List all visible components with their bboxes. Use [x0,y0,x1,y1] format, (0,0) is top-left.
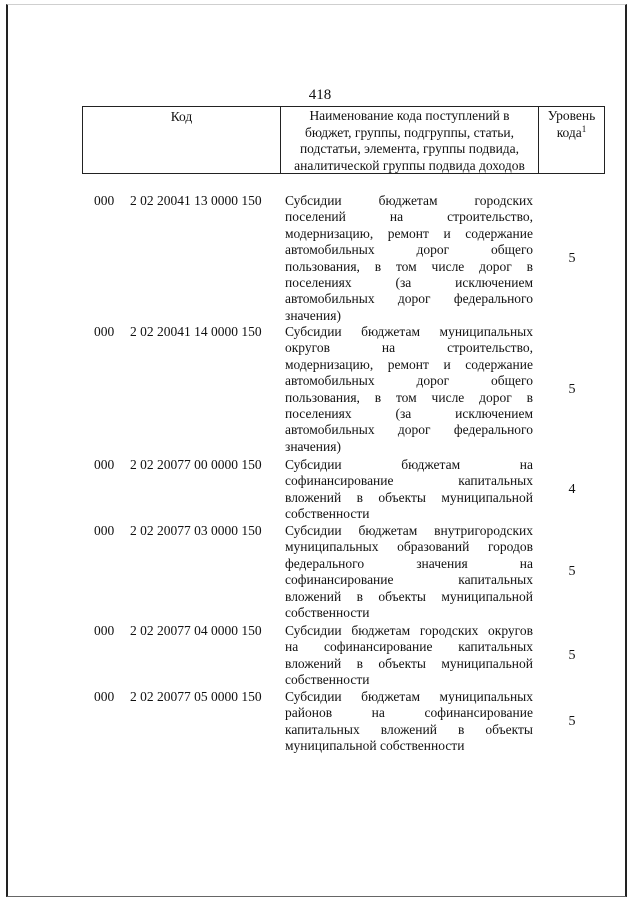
header-code: Код [83,107,281,173]
admin-code: 000 [94,689,115,704]
header-level-word: кода [556,124,582,140]
revenue-name [285,523,533,621]
revenue-name-line: софинансирование капитальных [285,473,533,489]
revenue-name [285,457,533,523]
revenue-name-line: поселениях (за исключением [285,406,533,422]
revenue-name-line: вложений в объекты муниципальной [285,588,533,604]
revenue-name-line: Субсидии бюджетам городских [285,193,533,208]
revenue-name-line: федерального значения на [285,555,533,571]
revenue-name-line: автомобильных дорог общего [285,373,533,389]
code-level: 5 [568,714,576,729]
admin-code: 000 [94,324,115,339]
admin-code: 000 [94,623,115,638]
header-name-line: бюджет, группы, подгруппы, статьи, [305,124,514,140]
revenue-name-line: районов на софинансирование [285,705,533,721]
revenue-name-line: капитальных вложений в объекты [285,721,533,737]
revenue-code: 2 02 20041 14 0000 150 [130,324,262,339]
header-level-line: Уровень [547,108,596,123]
table-header [82,106,605,174]
revenue-name-line: на софинансирование капитальных [285,639,533,655]
revenue-name-line: модернизацию, ремонт и содержание [285,356,533,372]
revenue-code: 2 02 20077 04 0000 150 [130,623,262,638]
header-name-line: Наименование кода поступлений в [309,108,510,123]
revenue-name [285,193,533,324]
header-level [539,107,604,173]
revenue-name-line: автомобильных дорог общего [285,242,533,258]
admin-code: 000 [94,193,115,208]
header-name-line: аналитической группы подвида доходов [294,157,525,173]
revenue-name-line: пользования, в том числе дорог в [285,258,533,274]
revenue-name-line: муниципальных образований городов [285,539,533,555]
revenue-code: 2 02 20041 13 0000 150 [130,193,262,208]
revenue-code: 2 02 20077 00 0000 150 [130,457,262,472]
header-name-line: подстатьи, элемента, группы подвида, [299,141,520,156]
revenue-name-line: значения) [285,307,341,323]
header-level-footnote: 1 [581,123,587,134]
revenue-name-line: Субсидии бюджетам на [285,457,533,472]
revenue-name-line: вложений в объекты муниципальной [285,489,533,505]
revenue-name-line: собственности [285,672,370,688]
code-level: 5 [568,564,576,579]
revenue-name-line: округов на строительство, [285,340,533,356]
revenue-name-line: автомобильных дорог федерального [285,422,533,438]
admin-code: 000 [94,457,115,472]
revenue-name [285,623,533,689]
header-name [281,107,539,173]
header-level-line [539,125,604,142]
code-level: 5 [568,648,576,663]
revenue-name-line: автомобильных дорог федерального [285,291,533,307]
revenue-name-line: Субсидии бюджетам внутригородских [285,523,533,538]
code-level: 4 [568,482,576,497]
revenue-name-line: собственности [285,506,370,522]
code-level: 5 [568,251,576,266]
admin-code: 000 [94,523,115,538]
revenue-name-line: муниципальной собственности [285,738,465,754]
revenue-code: 2 02 20077 05 0000 150 [130,689,262,704]
revenue-name-line: Субсидии бюджетам муниципальных [285,324,533,339]
code-level: 5 [568,382,576,397]
revenue-name-line: модернизацию, ремонт и содержание [285,225,533,241]
revenue-name-line: значения) [285,438,341,454]
revenue-name-line: Субсидии бюджетам городских округов [285,623,533,638]
revenue-name-line: Субсидии бюджетам муниципальных [285,689,533,704]
revenue-name-line: собственности [285,605,370,621]
revenue-name [285,689,533,755]
revenue-code: 2 02 20077 03 0000 150 [130,523,262,538]
revenue-name-line: софинансирование капитальных [285,572,533,588]
page-number: 418 [308,87,332,103]
revenue-name [285,324,533,455]
revenue-name-line: поселений на строительство, [285,209,533,225]
revenue-name-line: поселениях (за исключением [285,275,533,291]
revenue-name-line: пользования, в том числе дорог в [285,389,533,405]
revenue-name-line: вложений в объекты муниципальной [285,655,533,671]
